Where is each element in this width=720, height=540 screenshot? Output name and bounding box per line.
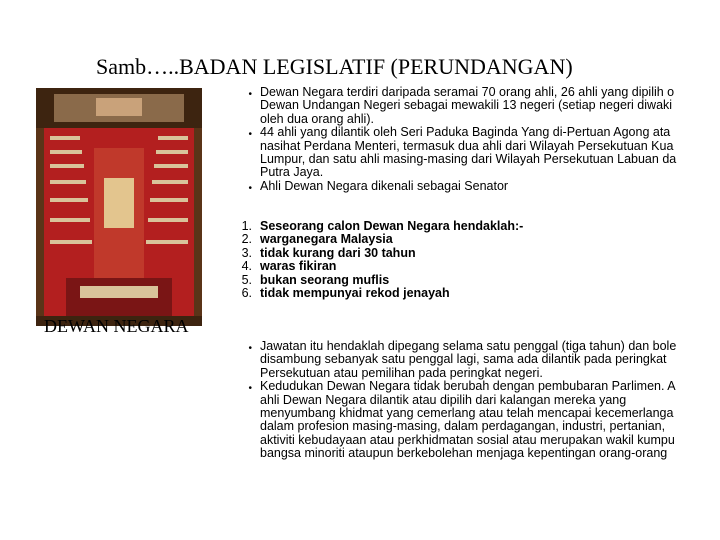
list-item (210, 247, 720, 260)
bullet-icon: • (248, 343, 252, 354)
list-number: 3. (241, 245, 252, 260)
dewan-negara-chamber-photo (36, 88, 202, 326)
list-item-text: Ahli Dewan Negara dikenali sebagai Senator (260, 178, 509, 193)
list-item-text: tidak kurang dari 30 tahun (260, 245, 416, 260)
list-number: 6. (241, 286, 252, 301)
list-item (210, 380, 720, 460)
list-item-text: Seseorang calon Dewan Negara hendaklah:- (260, 219, 524, 233)
list-item (210, 260, 720, 273)
list-item-text: waras fikiran (260, 259, 337, 274)
bullet-icon: • (248, 129, 252, 141)
slide-title: Samb…..BADAN LEGISLATIF (PERUNDANGAN) (96, 54, 573, 79)
list-number: 5. (241, 272, 252, 287)
list-item (210, 340, 720, 380)
list-item-text: warganegara Malaysia (260, 232, 393, 247)
photo-caption: DEWAN NEGARA (44, 316, 189, 336)
list-item (210, 233, 720, 246)
bullet-icon: • (248, 383, 252, 395)
list-item (210, 86, 720, 126)
list-item-text: Dewan Negara terdiri daripada seramai 70 orang ahli, 26 ahli yang dipilih o Dewan Undangan Negeri sebagai mewakili 13 negeri (setiap negeri diwaki oleh dua orang ahli). (260, 85, 675, 126)
list-item-text: tidak mempunyai rekod jenayah (260, 286, 450, 301)
bullet-icon: • (248, 182, 252, 194)
list-item (210, 126, 720, 180)
list-item-text: Kedudukan Dewan Negara tidak berubah dengan pembubaran Parlimen. A ahli Dewan Negara dilantik atau dipilih dari kalangan mereka yang menyumbang khidmat yang cemerlang atau telah mencapai kecemerlanga dalam profesion masing-masing, dalam perdagangan, industri, pertanian, aktiviti kebudayaan atau perkhidmatan sosial atau merupakan wakil kumpu bangsa minoriti ataupun berkebolehan menjaga kepentingan orang-orang (260, 379, 676, 461)
list-item (210, 274, 720, 287)
list-item (210, 287, 720, 300)
bullet-icon: • (248, 89, 252, 100)
list-item-text: Jawatan itu hendaklah dipegang selama satu penggal (tiga tahun) dan bole disambung sebanyak satu penggal lagi, sama ada dilantik pada peringkat Persekutuan atau pemilihan pada peringkat negeri. (260, 339, 677, 380)
list-item-text: bukan seorang muflis (260, 272, 390, 287)
list-item-text: 44 ahli yang dilantik oleh Seri Paduka Baginda Yang di-Pertuan Agong ata nasihat Perdana Menteri, termasuk dua ahli dari Wilayah Persekutuan Kua Lumpur, dan satu ahli masing-masing dari Wilayah Persekutuan Labuan da Putra Jaya. (260, 125, 677, 180)
list-item (210, 180, 720, 193)
requirements-numbered-list (210, 220, 720, 300)
list-item (210, 220, 720, 233)
list-number: 1. (241, 219, 252, 233)
list-number: 4. (241, 259, 252, 274)
top-bullet-list (210, 86, 720, 193)
bottom-bullet-list (210, 340, 720, 461)
list-number: 2. (241, 232, 252, 247)
